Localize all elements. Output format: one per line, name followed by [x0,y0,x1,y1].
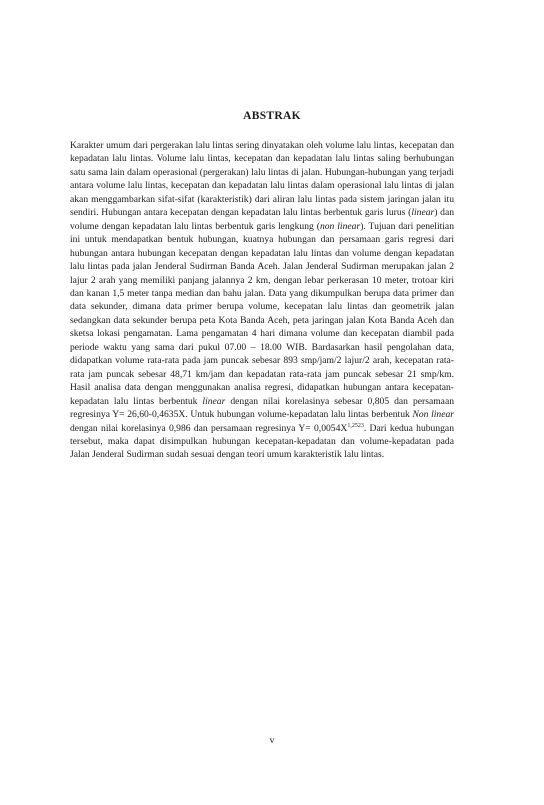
regression-exponent: 1,2523 [347,422,364,429]
italic-term: linear [202,395,226,407]
italic-term: non linear [319,220,361,232]
paragraph-text: ). Tujuan dari penelitian ini untuk mendapatkan bentuk hubungan, kuatnya hubungan dan persamaan garis regresi dari hubungan antara hubungan kecepatan dengan kepadatan lalu lintas dan volume dengan kepadatan lalu lintas pada jalan Jenderal Sudirman Banda Aceh. Jalan Jenderal Sudirman merupakan jalan 2 lajur 2 arah yang memiliki panjang jalannya 2 km, dengan lebar perkerasan 10 meter, trotoar kiri dan kanan 1,5 meter tanpa median dan bahu jalan. Data yang dikumpulkan berupa data primer dan data sekunder, dimana data primer berupa volume, kecepatan lalu lintas dan geometrik jalan sedangkan data sekunder berupa peta Kota Banda Aceh, peta jaringan jalan Kota Banda Aceh dan sketsa lokasi pengamatan. Lama pengamatan 4 hari dimana volume dan kecepatan diambil pada periode waktu yang sama dari pukul 07.00 – 18.00 WIB. Bardasarkan hasil pengolahan data, didapatkan volume rata-rata pada jam puncak sebesar 893 smp/jam/2 lajur/2 arah, kecepatan rata-rata jam puncak sebesar 48,71 km/jam dan kepadatan rata-rata jam puncak sebesar 21 smp/km. Hasil analisa data dengan menggunakan analisa regresi, didapatkan hubungan antara kecepatan-kepadatan lalu lintas berbentuk [70,220,454,407]
paragraph-text: Karakter umum dari pergerakan lalu lintas sering dinyatakan oleh volume lalu lintas, kecepatan dan kepadatan lalu lintas. Volume lalu lintas, kecepatan dan kepadatan lalu lintas saling berhubungan satu sama lain dalam operasional (pergerakan) lalu lintas di jalan. Hubungan-hubungan yang terjadi antara volume lalu lintas, kecepatan dan kepadatan lalu lintas dalam operasional lalu lintas di jalan akan menggambarkan sifat-sifat (karakteristik) dari aliran lalu lintas pada sistem jaringan jalan itu sendiri. Hubungan antara kecepatan dengan kepadatan lalu lintas berbentuk garis lurus ( [70,140,454,219]
abstract-body [70,139,454,462]
paragraph-text: ) dan volume dengan kepadatan lalu lintas berbentuk garis lengkung ( [70,207,454,232]
paragraph-text: dengan nilai korelasinya 0,986 dan persamaan regresinya Y= 0,0054X [70,422,348,434]
abstract-paragraph [70,139,454,462]
italic-term: Non linear [412,409,454,421]
page-number: v [269,735,275,746]
paragraph-text: . Dari kedua hubungan tersebut, maka dapat disimpulkan hubungan kecepatan-kepadatan dan volume-kepadatan pada Jalan Jenderal Sudirman sudah sesuai dengan teori umum karakteristik lalu lintas. [70,422,454,461]
italic-term: linear [411,207,435,219]
paragraph-text: dengan nilai korelasinya sebesar 0,805 dan persamaan regresinya Y= 26,60-0,4635X. Untuk hubungan volume-kepadatan lalu lintas berbentuk [70,395,454,421]
page-title: ABSTRAK [243,110,301,122]
